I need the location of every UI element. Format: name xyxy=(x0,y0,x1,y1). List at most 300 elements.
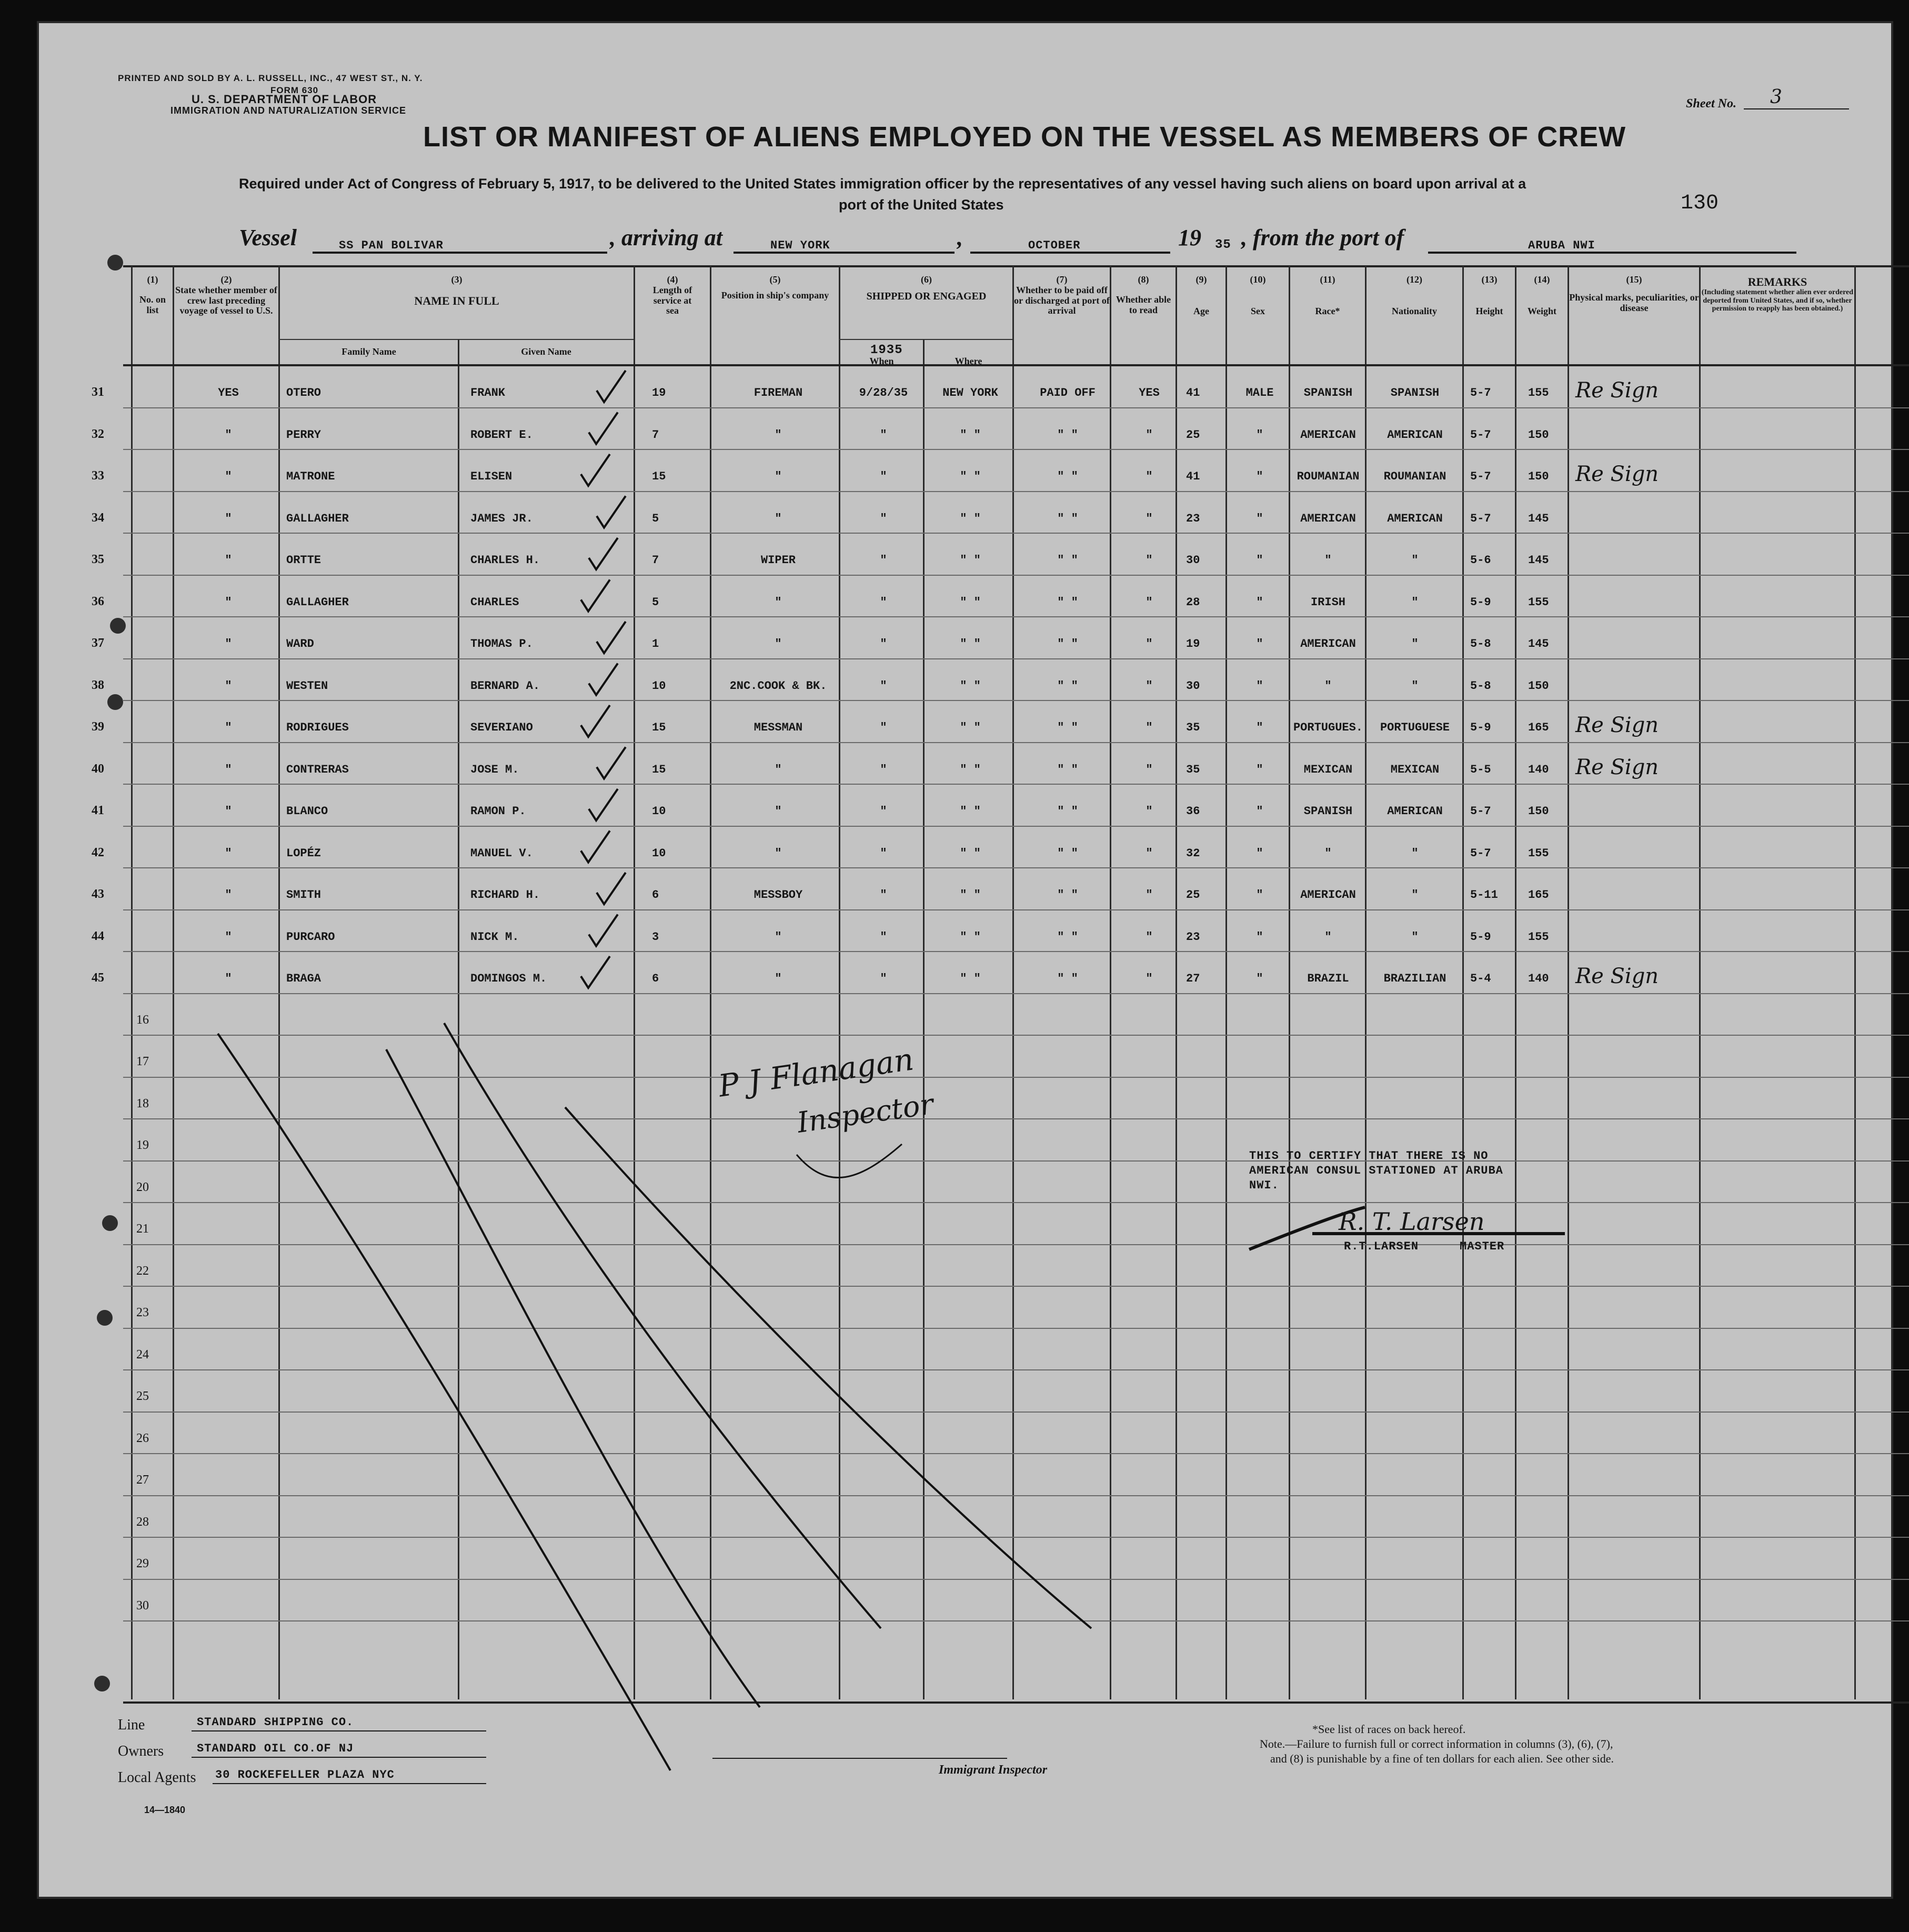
cell-prev: YES xyxy=(218,386,239,399)
check-mark xyxy=(581,580,610,612)
cancel-stroke xyxy=(218,1034,670,1770)
cell-marks: Re Sign xyxy=(1575,462,1659,486)
cell-service: 1 xyxy=(652,637,659,650)
col10-label: Sex xyxy=(1251,305,1265,316)
cell-paid: " " xyxy=(1057,679,1078,693)
cell-no: 33 xyxy=(92,469,104,483)
cell-height: 5-7 xyxy=(1470,386,1491,399)
footnote-line1: Note.—Failure to furnish full or correct information in columns (3), (6), (7), xyxy=(1260,1737,1613,1750)
check-mark xyxy=(589,789,618,820)
inspector-signature: P J Flanagan xyxy=(716,1041,916,1104)
cell-nationality: " xyxy=(1411,554,1419,567)
cell-given: RAMON P. xyxy=(470,805,526,818)
cell-prev: " xyxy=(225,554,232,567)
cell-position: " xyxy=(775,805,782,818)
check-mark xyxy=(581,831,610,863)
cell-nationality: AMERICAN xyxy=(1387,512,1443,525)
owners-value: STANDARD OIL CO.OF NJ xyxy=(197,1742,354,1755)
cell-nationality: ROUMANIAN xyxy=(1383,470,1446,483)
cell-given: DOMINGOS M. xyxy=(470,972,547,985)
cell-paid: " " xyxy=(1057,595,1078,609)
col3-num: (3) xyxy=(451,274,463,285)
from-port: ARUBA NWI xyxy=(1528,239,1595,252)
cell-service: 15 xyxy=(652,763,666,776)
empty-row-number: 30 xyxy=(136,1598,149,1613)
cell-service: 6 xyxy=(652,972,659,985)
cell-sex: " xyxy=(1256,679,1263,693)
cell-when: " xyxy=(880,512,887,525)
cell-sex: " xyxy=(1256,470,1263,483)
col6a-label: When xyxy=(869,356,894,366)
empty-row-number: 20 xyxy=(136,1180,149,1194)
col4-label: Length of service at sea xyxy=(652,284,692,316)
cell-no: 37 xyxy=(92,636,104,650)
cell-height: 5-7 xyxy=(1470,805,1491,818)
col16-sublabel: (Including statement whether alien ever ordered deported from United States, and if so, whether permission to reapply has been obtained.) xyxy=(1701,288,1854,313)
cell-height: 5-5 xyxy=(1470,763,1491,776)
col14-label: Weight xyxy=(1527,305,1556,316)
col8-num: (8) xyxy=(1138,274,1149,285)
cell-no: 31 xyxy=(92,385,104,399)
cell-prev: " xyxy=(225,721,232,734)
cell-weight: 165 xyxy=(1528,721,1549,734)
stamp-number: 130 xyxy=(1681,192,1719,215)
form-code: 14—1840 xyxy=(144,1805,186,1815)
cell-position: " xyxy=(775,428,782,442)
service-label: IMMIGRATION AND NATURALIZATION SERVICE xyxy=(170,105,406,116)
cell-height: 5-9 xyxy=(1470,930,1491,944)
cell-no: 39 xyxy=(92,720,104,734)
cell-age: 32 xyxy=(1186,846,1200,860)
empty-row-number: 16 xyxy=(136,1013,149,1027)
empty-row-number: 23 xyxy=(136,1306,149,1319)
cell-age: 19 xyxy=(1186,637,1200,650)
check-mark xyxy=(581,454,610,486)
col2-label: State whether member of crew last preceding voyage of vessel to U.S. xyxy=(175,284,277,316)
cell-given: MANUEL V. xyxy=(470,846,533,860)
col1-num: (1) xyxy=(147,274,158,285)
cell-family: BLANCO xyxy=(286,805,328,818)
cell-read: " xyxy=(1146,972,1153,985)
cell-sex: " xyxy=(1256,846,1263,860)
year-suffix: 35 xyxy=(1215,238,1231,252)
cell-no: 36 xyxy=(92,594,104,608)
cell-service: 15 xyxy=(652,721,666,734)
cell-service: 3 xyxy=(652,930,659,944)
cell-nationality: " xyxy=(1411,930,1419,944)
cell-paid: " " xyxy=(1057,972,1078,985)
comma: , xyxy=(957,225,963,251)
cell-service: 7 xyxy=(652,428,659,442)
cell-family: LOPÉZ xyxy=(286,846,321,860)
cell-position: " xyxy=(775,930,782,944)
check-mark xyxy=(597,747,626,779)
cell-when: " xyxy=(880,972,887,985)
cell-family: RODRIGUES xyxy=(286,721,349,734)
cell-when: " xyxy=(880,888,887,902)
cell-nationality: PORTUGUESE xyxy=(1380,721,1450,734)
inspector-signature-stroke xyxy=(797,1144,902,1178)
cell-paid: " " xyxy=(1057,470,1078,483)
cell-weight: 150 xyxy=(1528,805,1549,818)
empty-row-number: 28 xyxy=(136,1515,149,1529)
cell-nationality: " xyxy=(1411,637,1419,650)
cell-height: 5-8 xyxy=(1470,637,1491,650)
col12-label: Nationality xyxy=(1391,305,1437,316)
cell-marks: Re Sign xyxy=(1575,964,1659,988)
cell-where: " " xyxy=(960,972,981,985)
col1-label: No. on list xyxy=(139,294,166,315)
check-mark xyxy=(597,371,626,402)
cell-where: " " xyxy=(960,805,981,818)
cell-read: " xyxy=(1146,763,1153,776)
cell-sex: " xyxy=(1256,595,1263,609)
cell-prev: " xyxy=(225,679,232,693)
cell-race: SPANISH xyxy=(1303,386,1353,399)
empty-row-number: 26 xyxy=(136,1431,149,1445)
col9-label: Age xyxy=(1193,305,1209,316)
col13-label: Height xyxy=(1475,305,1503,316)
cell-race: SPANISH xyxy=(1303,805,1353,818)
col2-num: (2) xyxy=(220,274,232,285)
check-mark xyxy=(597,622,626,653)
agents-underline xyxy=(213,1783,486,1784)
cancel-stroke xyxy=(565,1107,1091,1628)
cell-height: 5-7 xyxy=(1470,428,1491,442)
cell-nationality: BRAZILIAN xyxy=(1383,972,1446,985)
empty-row-number: 29 xyxy=(136,1557,149,1570)
cell-when: " xyxy=(880,805,887,818)
cell-position: " xyxy=(775,763,782,776)
cell-sex: " xyxy=(1256,554,1263,567)
cell-weight: 155 xyxy=(1528,595,1549,609)
cell-given: RICHARD H. xyxy=(470,888,540,902)
cell-nationality: " xyxy=(1411,679,1419,693)
cell-sex: " xyxy=(1256,512,1263,525)
col5-label: Position in ship's company xyxy=(721,289,829,301)
cell-position: " xyxy=(775,846,782,860)
cell-when: " xyxy=(880,470,887,483)
cell-no: 40 xyxy=(92,762,104,776)
sheet-no-value: 3 xyxy=(1770,86,1782,108)
cell-no: 38 xyxy=(92,678,104,692)
cell-no: 43 xyxy=(92,887,104,901)
col15-label: Physical marks, peculiarities, or disease xyxy=(1569,292,1699,313)
cell-position: WIPER xyxy=(760,554,796,567)
master-name: R.T.LARSEN xyxy=(1344,1240,1419,1253)
cancel-stroke xyxy=(386,1049,760,1707)
col6-label: SHIPPED OR ENGAGED xyxy=(866,290,987,302)
cell-sex: MALE xyxy=(1245,386,1274,399)
empty-row-number: 18 xyxy=(136,1096,149,1110)
cell-age: 23 xyxy=(1186,930,1200,944)
cell-paid: " " xyxy=(1057,512,1078,525)
cell-position: MESSBOY xyxy=(753,888,803,902)
cell-race: AMERICAN xyxy=(1300,637,1356,650)
cell-race: " xyxy=(1324,930,1332,944)
empty-row-number: 19 xyxy=(136,1138,149,1152)
cell-given: CHARLES xyxy=(470,595,519,609)
cell-weight: 145 xyxy=(1528,637,1549,650)
cell-no: 32 xyxy=(92,427,104,441)
col3a-label: Family Name xyxy=(341,346,396,357)
cell-family: GALLAGHER xyxy=(286,595,349,609)
certification-line2: AMERICAN CONSUL STATIONED AT ARUBA xyxy=(1249,1164,1503,1177)
cell-paid: " " xyxy=(1057,554,1078,567)
cell-given: BERNARD A. xyxy=(470,679,540,693)
cell-family: OTERO xyxy=(286,386,321,399)
cell-nationality: AMERICAN xyxy=(1387,428,1443,442)
department-label: U. S. DEPARTMENT OF LABOR xyxy=(192,93,377,106)
cell-race: AMERICAN xyxy=(1300,428,1356,442)
check-mark xyxy=(597,496,626,528)
cell-weight: 150 xyxy=(1528,470,1549,483)
cell-age: 36 xyxy=(1186,805,1200,818)
cell-age: 30 xyxy=(1186,554,1200,567)
cell-paid: " " xyxy=(1057,888,1078,902)
cell-when: 9/28/35 xyxy=(859,386,908,399)
vessel-name: SS PAN BOLIVAR xyxy=(339,239,444,252)
cell-family: SMITH xyxy=(286,888,321,902)
cell-position: " xyxy=(775,595,782,609)
cell-when: " xyxy=(880,679,887,693)
cell-weight: 145 xyxy=(1528,554,1549,567)
cell-paid: " " xyxy=(1057,846,1078,860)
cell-nationality: AMERICAN xyxy=(1387,805,1443,818)
cell-age: 28 xyxy=(1186,595,1200,609)
cell-where: " " xyxy=(960,763,981,776)
empty-row-number: 21 xyxy=(136,1222,149,1236)
cell-no: 45 xyxy=(92,971,104,985)
col3-label: NAME IN FULL xyxy=(414,294,499,307)
inspector-signature-title: Inspector xyxy=(795,1087,936,1139)
cell-sex: " xyxy=(1256,930,1263,944)
cell-prev: " xyxy=(225,595,232,609)
cell-family: ORTTE xyxy=(286,554,321,567)
cell-race: PORTUGUES. xyxy=(1293,721,1363,734)
cell-no: 34 xyxy=(92,510,104,525)
cell-prev: " xyxy=(225,888,232,902)
cell-when: " xyxy=(880,554,887,567)
owners-label: Owners xyxy=(118,1743,164,1759)
cell-read: " xyxy=(1146,846,1153,860)
col15-num: (15) xyxy=(1626,274,1642,285)
cell-family: WARD xyxy=(286,637,314,650)
publisher-line: PRINTED AND SOLD BY A. L. RUSSELL, INC., 47 WEST ST., N. Y. xyxy=(118,73,423,83)
vessel-label: Vessel xyxy=(239,225,297,251)
footnote-races: *See list of races on back hereof. xyxy=(1312,1723,1466,1736)
cell-sex: " xyxy=(1256,805,1263,818)
cell-no: 41 xyxy=(92,804,104,817)
check-mark xyxy=(589,664,618,695)
sheet-no-label: Sheet No. xyxy=(1686,97,1736,111)
cell-position: 2NC.COOK & BK. xyxy=(729,679,827,693)
cell-when: " xyxy=(880,721,887,734)
cell-where: " " xyxy=(960,470,981,483)
cell-prev: " xyxy=(225,512,232,525)
cell-sex: " xyxy=(1256,637,1263,650)
col8-label: Whether able to read xyxy=(1116,294,1171,315)
cell-when: " xyxy=(880,637,887,650)
cell-paid: " " xyxy=(1057,721,1078,734)
cell-weight: 145 xyxy=(1528,512,1549,525)
cell-read: " xyxy=(1146,888,1153,902)
cell-height: 5-7 xyxy=(1470,470,1491,483)
cell-race: AMERICAN xyxy=(1300,888,1356,902)
year-prefix: 19 xyxy=(1178,225,1201,251)
cell-prev: " xyxy=(225,470,232,483)
cell-where: " " xyxy=(960,721,981,734)
empty-row-number: 22 xyxy=(136,1264,149,1278)
cell-service: 5 xyxy=(652,595,659,609)
cell-given: NICK M. xyxy=(470,930,519,944)
cell-where: NEW YORK xyxy=(942,386,998,399)
cell-when: " xyxy=(880,846,887,860)
cell-age: 41 xyxy=(1186,470,1200,483)
line-underline xyxy=(192,1730,486,1731)
cell-nationality: " xyxy=(1411,888,1419,902)
empty-row-number: 27 xyxy=(136,1473,149,1487)
cell-prev: " xyxy=(225,763,232,776)
col13-num: (13) xyxy=(1481,274,1498,285)
line-label: Line xyxy=(118,1717,145,1733)
cell-weight: 155 xyxy=(1528,846,1549,860)
cell-prev: " xyxy=(225,972,232,985)
cancel-strokes xyxy=(39,23,1891,1897)
cell-marks: Re Sign xyxy=(1575,755,1659,779)
cell-nationality: MEXICAN xyxy=(1390,763,1440,776)
cell-height: 5-7 xyxy=(1470,846,1491,860)
from-port-label: , from the port of xyxy=(1241,225,1404,251)
form-number: FORM 630 xyxy=(270,85,319,95)
cell-service: 6 xyxy=(652,888,659,902)
arrival-month: OCTOBER xyxy=(1028,239,1081,252)
col12-num: (12) xyxy=(1406,274,1422,285)
cell-age: 41 xyxy=(1186,386,1200,399)
cell-read: " xyxy=(1146,428,1153,442)
check-mark xyxy=(589,915,618,946)
col4-num: (4) xyxy=(667,274,678,285)
cell-service: 7 xyxy=(652,554,659,567)
cell-prev: " xyxy=(225,805,232,818)
col3b-label: Given Name xyxy=(521,346,571,357)
cell-height: 5-7 xyxy=(1470,512,1491,525)
cell-family: WESTEN xyxy=(286,679,328,693)
cell-marks: Re Sign xyxy=(1575,378,1659,403)
line-value: STANDARD SHIPPING CO. xyxy=(197,1716,354,1729)
cell-weight: 150 xyxy=(1528,679,1549,693)
cell-weight: 140 xyxy=(1528,972,1549,985)
cell-given: ELISEN xyxy=(470,470,513,483)
cell-service: 10 xyxy=(652,846,666,860)
cell-where: " " xyxy=(960,679,981,693)
cell-read: YES xyxy=(1139,386,1160,399)
cell-weight: 140 xyxy=(1528,763,1549,776)
cell-race: " xyxy=(1324,679,1332,693)
cell-read: " xyxy=(1146,595,1153,609)
cell-service: 10 xyxy=(652,805,666,818)
cell-age: 25 xyxy=(1186,428,1200,442)
agents-value: 30 ROCKEFELLER PLAZA NYC xyxy=(215,1768,395,1781)
col7-label: Whether to be paid off or discharged at port of arrival xyxy=(1014,284,1110,316)
agents-label: Local Agents xyxy=(118,1769,196,1786)
cell-when: " xyxy=(880,428,887,442)
master-signature: R. T. Larsen xyxy=(1339,1207,1485,1236)
cell-where: " " xyxy=(960,888,981,902)
cell-position: MESSMAN xyxy=(753,721,803,734)
cell-paid: " " xyxy=(1057,637,1078,650)
cell-no: 44 xyxy=(92,929,104,943)
cell-prev: " xyxy=(225,930,232,944)
cell-where: " " xyxy=(960,637,981,650)
col6b-label: Where xyxy=(954,356,982,366)
cell-given: ROBERT E. xyxy=(470,428,533,442)
cell-nationality: SPANISH xyxy=(1390,386,1440,399)
cell-prev: " xyxy=(225,428,232,442)
owners-underline xyxy=(192,1757,486,1758)
cell-family: PURCARO xyxy=(286,930,335,944)
cell-sex: " xyxy=(1256,888,1263,902)
cell-read: " xyxy=(1146,930,1153,944)
cell-age: 23 xyxy=(1186,512,1200,525)
cell-position: " xyxy=(775,470,782,483)
cell-where: " " xyxy=(960,554,981,567)
cell-given: FRANK xyxy=(470,386,506,399)
cell-sex: " xyxy=(1256,972,1263,985)
check-mark xyxy=(589,538,618,569)
cell-read: " xyxy=(1146,554,1153,567)
cell-where: " " xyxy=(960,846,981,860)
cell-read: " xyxy=(1146,721,1153,734)
col16-label: REMARKS xyxy=(1747,275,1807,288)
cell-service: 5 xyxy=(652,512,659,525)
cell-read: " xyxy=(1146,512,1153,525)
col11-num: (11) xyxy=(1320,274,1335,285)
col11-label: Race* xyxy=(1315,305,1340,316)
cell-prev: " xyxy=(225,846,232,860)
subtitle-line1: Required under Act of Congress of February 5, 1917, to be delivered to the United States immigration officer by the representatives of any vessel having such aliens on board upon arrival at a xyxy=(239,176,1526,192)
cell-when: " xyxy=(880,595,887,609)
cell-age: 25 xyxy=(1186,888,1200,902)
arrival-port: NEW YORK xyxy=(770,239,830,252)
cell-nationality: " xyxy=(1411,846,1419,860)
cell-given: SEVERIANO xyxy=(470,721,533,734)
cell-no: 42 xyxy=(92,845,104,859)
cell-weight: 150 xyxy=(1528,428,1549,442)
cell-where: " " xyxy=(960,428,981,442)
cell-height: 5-9 xyxy=(1470,721,1491,734)
cell-race: " xyxy=(1324,554,1332,567)
cell-service: 15 xyxy=(652,470,666,483)
cell-height: 5-11 xyxy=(1470,888,1498,902)
certification-line3: NWI. xyxy=(1249,1179,1279,1192)
col14-num: (14) xyxy=(1534,274,1550,285)
cell-when: " xyxy=(880,763,887,776)
cell-given: THOMAS P. xyxy=(470,637,533,650)
cell-family: CONTRERAS xyxy=(286,763,349,776)
cell-read: " xyxy=(1146,805,1153,818)
cell-nationality: " xyxy=(1411,595,1419,609)
cell-height: 5-8 xyxy=(1470,679,1491,693)
cell-given: JAMES JR. xyxy=(470,512,533,525)
cell-where: " " xyxy=(960,930,981,944)
cell-race: BRAZIL xyxy=(1307,972,1349,985)
col7-num: (7) xyxy=(1056,274,1068,285)
certification-line1: THIS TO CERTIFY THAT THERE IS NO xyxy=(1249,1149,1489,1163)
cell-prev: " xyxy=(225,637,232,650)
cell-when: " xyxy=(880,930,887,944)
cell-age: 35 xyxy=(1186,763,1200,776)
